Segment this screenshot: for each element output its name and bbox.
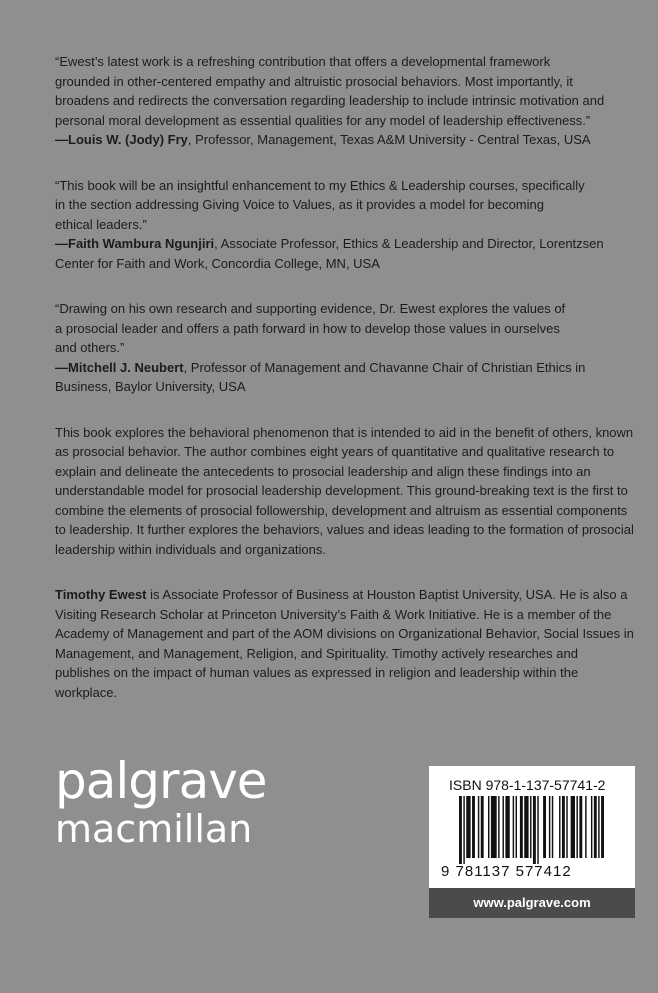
barcode-bar	[505, 796, 509, 858]
publisher-url: www.palgrave.com	[429, 888, 635, 918]
barcode-bar	[591, 796, 592, 858]
barcode-bar	[571, 796, 575, 858]
barcode-bar	[481, 796, 484, 858]
endorser-name: —Faith Wambura Ngunjiri	[55, 236, 215, 251]
bio-text: is Associate Professor of Business at Houston Baptist University, USA. He is also a Visiting Research Scholar at Princeton University’s Faith & Work Initiative. He is a member of the Academy of Management and part of the AOM divisions on Organizational Behavior, Social Issues in Management, and Management, Religion, and Spirituality. Timothy actively researches and publishes on the impact of human values as expressed in religion and leadership within the workplace.	[55, 587, 634, 700]
endorsement-attribution	[55, 130, 635, 150]
back-cover-text	[55, 52, 635, 728]
barcode-bar	[566, 796, 567, 858]
endorser-name: —Louis W. (Jody) Fry	[55, 132, 188, 147]
barcode-bar	[576, 796, 577, 858]
quote-line: ethical leaders.”	[55, 216, 147, 232]
endorser-name: —Mitchell J. Neubert	[55, 359, 184, 375]
summary-paragraph: This book explores the behavioral phenomenon that is intended to aid in the benefit of others, known as prosocial behavior. The author combines eight years of quantitative and qualitative research to explain and delineate the antecedents to prosocial leadership and align these findings into an understandable model for prosocial leadership development. This ground-breaking text is the first to combine the elements of prosocial followership, development and altruism as essential components to leadership. It further explores the behaviors, values and ideas leading to the formation of prosocial leadership within individuals and organizations.	[55, 424, 634, 557]
author-name: Timothy Ewest	[55, 587, 147, 602]
barcode-bar	[491, 796, 497, 858]
quote-line: and others.”	[55, 340, 125, 355]
barcode-bar	[549, 796, 550, 858]
barcode-bar	[520, 796, 523, 858]
quote-line: a prosocial leader and offers a path forward in how to develop those values in ourselves	[55, 320, 560, 336]
barcode-bar	[516, 796, 517, 858]
endorsement-2	[55, 176, 635, 274]
quote-line: personal moral development as essential qualities for any model of leadership effectiveness.”	[55, 112, 591, 128]
endorsement-1	[55, 52, 635, 150]
barcode-bar	[503, 796, 504, 858]
author-bio	[55, 585, 635, 702]
barcode-bar	[463, 796, 464, 864]
endorsement-attribution	[55, 234, 635, 273]
logo-line-macmillan: macmillan	[55, 807, 253, 851]
quote-line: “Ewest’s latest work is a refreshing contribution that offers a developmental framework	[55, 54, 551, 69]
barcode-bar	[585, 796, 586, 858]
barcode-bar	[533, 796, 536, 864]
endorser-credentials: , Professor of Management and Chavanne Chair of Christian Ethics in Business, Baylor University, USA	[55, 359, 586, 394]
barcode-bar	[543, 796, 546, 858]
endorser-credentials: , Associate Professor, Ethics & Leadership and Director, Lorentzsen Center for Faith and Work, Concordia College, MN, USA	[55, 236, 604, 271]
endorsement-attribution	[55, 358, 635, 397]
quote-line: grounded in other-centered empathy and altruistic prosocial behaviors. Most importantly, it	[55, 73, 573, 89]
barcode-bar	[478, 796, 479, 858]
barcode-bar	[562, 796, 565, 858]
bio-paragraph	[55, 585, 635, 702]
barcode-bar	[498, 796, 499, 858]
quote-line: “This book will be an insightful enhancement to my Ethics & Leadership courses, specifically	[55, 177, 585, 193]
isbn-barcode	[429, 766, 635, 888]
barcode-bar	[488, 796, 489, 858]
barcode-bar	[552, 796, 553, 858]
endorsement-3	[55, 299, 635, 397]
barcode-bar	[598, 796, 599, 858]
publisher-logo	[55, 752, 267, 851]
book-summary	[55, 423, 635, 560]
barcode-digits: 9 781137 577412	[441, 863, 572, 880]
isbn-label: ISBN 978-1-137-57741-2	[449, 777, 606, 793]
barcode-bars	[459, 796, 607, 864]
barcode-bar	[466, 796, 470, 858]
barcode-bar	[459, 796, 462, 864]
barcode-bar	[559, 796, 560, 858]
endorser-credentials: , Professor, Management, Texas A&M University - Central Texas, USA	[187, 132, 591, 147]
barcode-bar	[537, 796, 538, 864]
quote-line: in the section addressing Giving Voice to Values, as it provides a model for becoming	[55, 197, 544, 212]
barcode-bar	[601, 796, 604, 858]
quote-line: “Drawing on his own research and supporting evidence, Dr. Ewest explores the values of	[55, 301, 566, 316]
barcode-bar	[530, 796, 531, 858]
barcode-bar	[594, 796, 597, 858]
barcode-bar	[579, 796, 582, 858]
logo-line-palgrave: palgrave	[55, 752, 267, 810]
barcode-bar	[472, 796, 475, 858]
quote-line: broadens and redirects the conversation regarding leadership to include intrinsic motivation and	[55, 93, 605, 108]
barcode-bar	[513, 796, 514, 858]
barcode-bar	[524, 796, 528, 858]
